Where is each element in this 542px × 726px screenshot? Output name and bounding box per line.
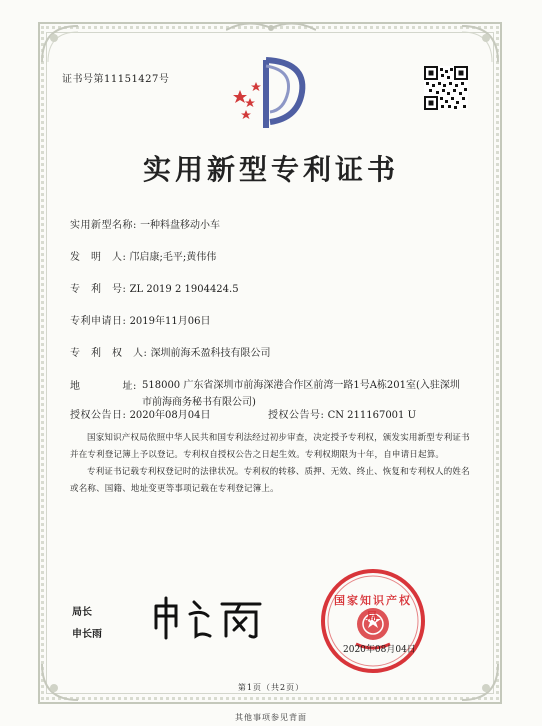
page-number: 第1页（共2页）	[237, 683, 305, 692]
director-title: 局长	[72, 607, 92, 618]
director-block	[72, 602, 102, 646]
seal-date: 2020年08月04日	[343, 645, 416, 655]
body-paragraph-1: 国家知识产权局依照中华人民共和国专利法经过初步审查，决定授予专利权，颁发实用新型专利证书并在专利登记簿上予以登记。专利权自授权公告之日起生效。专利权期限为十年，自申请日起算。	[70, 433, 470, 460]
grant-date-value: 2020年08月04日	[129, 410, 211, 421]
patent-number-label: 专 利 号:	[70, 284, 127, 295]
cnipa-logo-icon	[226, 52, 318, 132]
certificate-number: 证书号第11151427号	[62, 74, 170, 85]
grant-number-label: 授权公告号:	[268, 410, 325, 421]
patentee-row	[70, 344, 271, 359]
certificate-title: 实用新型专利证书	[142, 153, 399, 186]
qr-code-icon	[424, 66, 468, 110]
filing-date-value: 2019年11月06日	[129, 316, 211, 327]
seal-text: 国家知识产权局	[334, 594, 412, 623]
grant-number-value: CN 211167001 U	[327, 410, 417, 421]
address-value: 518000 广东省深圳市前海深港合作区前湾一路1号A栋201室(入驻深圳市前海商务秘书有限公司)	[142, 380, 460, 408]
utility-model-name-value: 一种料盘移动小车	[140, 220, 221, 231]
filing-date-label: 专利申请日:	[70, 316, 127, 327]
inventor-row	[70, 248, 216, 263]
signature-icon	[150, 592, 270, 642]
footer-note: 其他事项参见背面	[235, 713, 307, 722]
patent-number-row	[70, 280, 239, 295]
grant-number-row	[268, 406, 416, 421]
top-ornament	[226, 18, 316, 36]
corner-ornament-top-left	[40, 24, 80, 64]
address-row	[70, 377, 137, 392]
certificate-body	[70, 430, 470, 498]
body-paragraph-2: 专利证书记载专利权登记时的法律状况。专利权的转移、质押、无效、终止、恢复和专利权人的姓名或名称、国籍、地址变更等事项记载在专利登记簿上。	[70, 467, 470, 494]
patentee-value: 深圳前海禾盈科技有限公司	[150, 348, 271, 359]
seal-text-ring	[318, 566, 428, 676]
patent-number-value: ZL 2019 2 1904424.5	[129, 284, 239, 295]
inventor-value: 邝启康;毛平;黄伟伟	[129, 252, 217, 263]
address-label: 地 址:	[70, 381, 137, 392]
filing-date-row	[70, 312, 210, 327]
corner-ornament-top-right	[460, 24, 500, 64]
utility-model-name-label: 实用新型名称:	[70, 220, 137, 231]
utility-model-name-row	[70, 216, 220, 231]
grant-date-label: 授权公告日:	[70, 410, 127, 421]
grant-date-row	[70, 406, 210, 421]
patentee-label: 专 利 权 人:	[70, 348, 148, 359]
director-name: 申长雨	[72, 629, 102, 640]
inventor-label: 发 明 人:	[70, 252, 127, 263]
